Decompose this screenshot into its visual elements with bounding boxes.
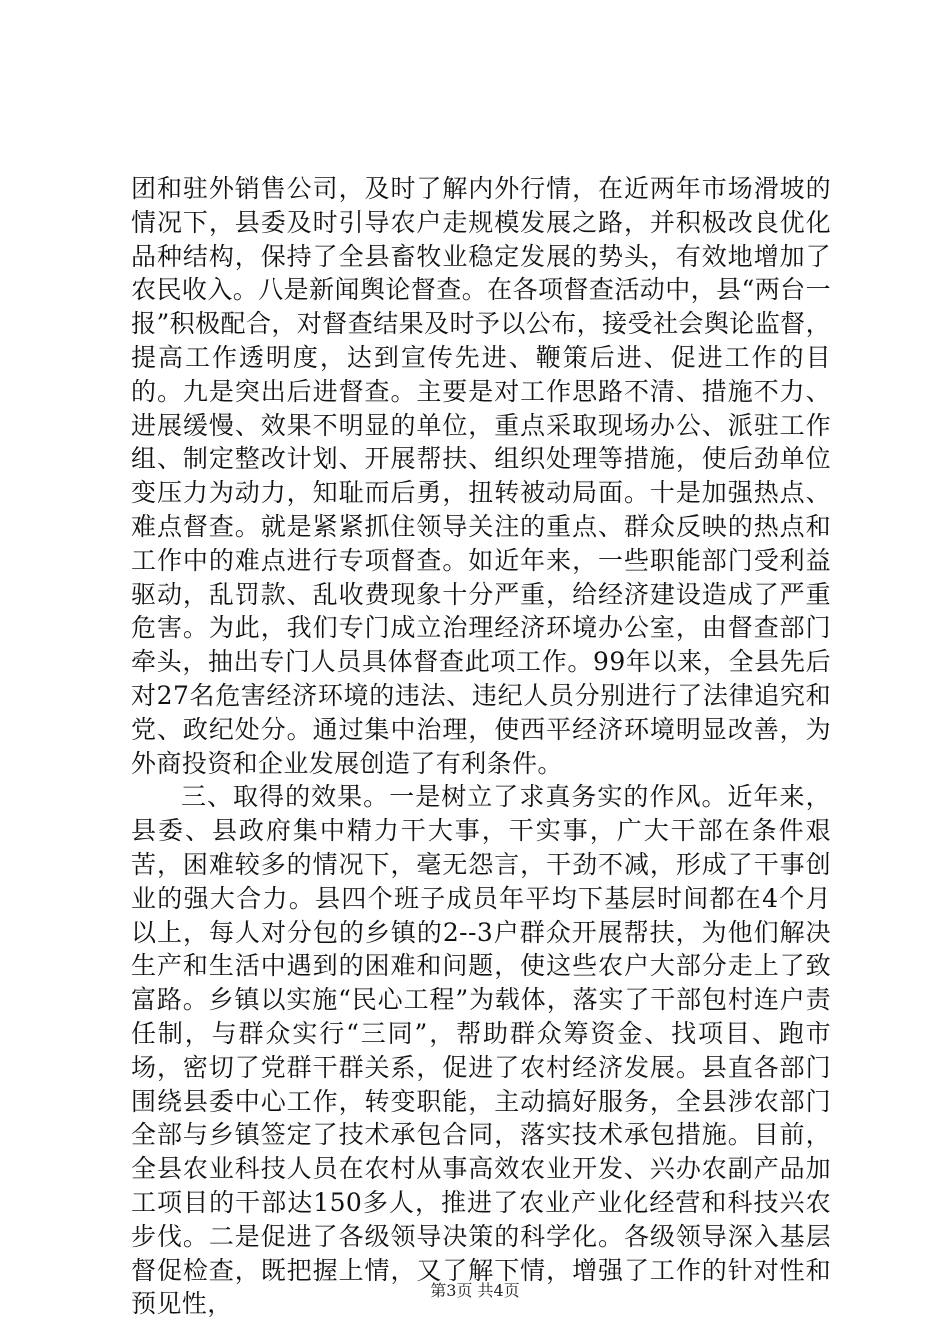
document-body <box>131 172 831 1321</box>
paragraph-continuation: 团和驻外销售公司，及时了解内外行情，在近两年市场滑坡的情况下，县委及时引导农户走规模发展之路，并积极改良优化品种结构，保持了全县畜牧业稳定发展的势头，有效地增加了农民收入。八是新闻舆论督查。在各项督查活动中，县“两台一报”积极配合，对督查结果及时予以公布，接受社会舆论监督，提高工作透明度，达到宣传先进、鞭策后进、促进工作的目的。九是突出后进督查。主要是对工作思路不清、措施不力、进展缓慢、效果不明显的单位，重点采取现场办公、派驻工作组、制定整改计划、开展帮扶、组织处理等措施，使后劲单位变压力为动力，知耻而后勇，扭转被动局面。十是加强热点、难点督查。就是紧紧抓住领导关注的重点、群众反映的热点和工作中的难点进行专项督查。如近年来，一些职能部门受利益驱动，乱罚款、乱收费现象十分严重，给经济建设造成了严重危害。为此，我们专门成立治理经济环境办公室，由督查部门牵头，抽出专门人员具体督查此项工作。99年以来，全县先后对27名危害经济环境的违法、违纪人员分别进行了法律追究和党、政纪处分。通过集中治理，使西平经济环境明显改善，为外商投资和企业发展创造了有利条件。 <box>131 174 831 778</box>
page-footer: 第3页 共4页 <box>430 1281 520 1300</box>
paragraph-section-three: 三、取得的效果。一是树立了求真务实的作风。近年来，县委、县政府集中精力干大事，干实事，广大干部在条件艰苦，困难较多的情况下，毫无怨言，干劲不减，形成了干事创业的强大合力。县四个班子成员年平均下基层时间都在4个月以上，每人对分包的乡镇的2--3户群众开展帮扶，为他们解决生产和生活中遇到的困难和问题，使这些农户大部分走上了致富路。乡镇以实施“民心工程”为载体，落实了干部包村连户责任制，与群众实行“三同”，帮助群众筹资金、找项目、跑市场，密切了党群干群关系，促进了农村经济发展。县直各部门围绕县委中心工作，转变职能，主动搞好服务，全县涉农部门全部与乡镇签定了技术承包合同，落实技术承包措施。目前，全县农业科技人员在农村从事高效农业开发、兴办农副产品加工项目的干部达150多人，推进了农业产业化经营和科技兴农步伐。二是促进了各级领导决策的科学化。各级领导深入基层督促检查，既把握上情，又了解下情，增强了工作的针对性和预见性， <box>131 782 831 1319</box>
